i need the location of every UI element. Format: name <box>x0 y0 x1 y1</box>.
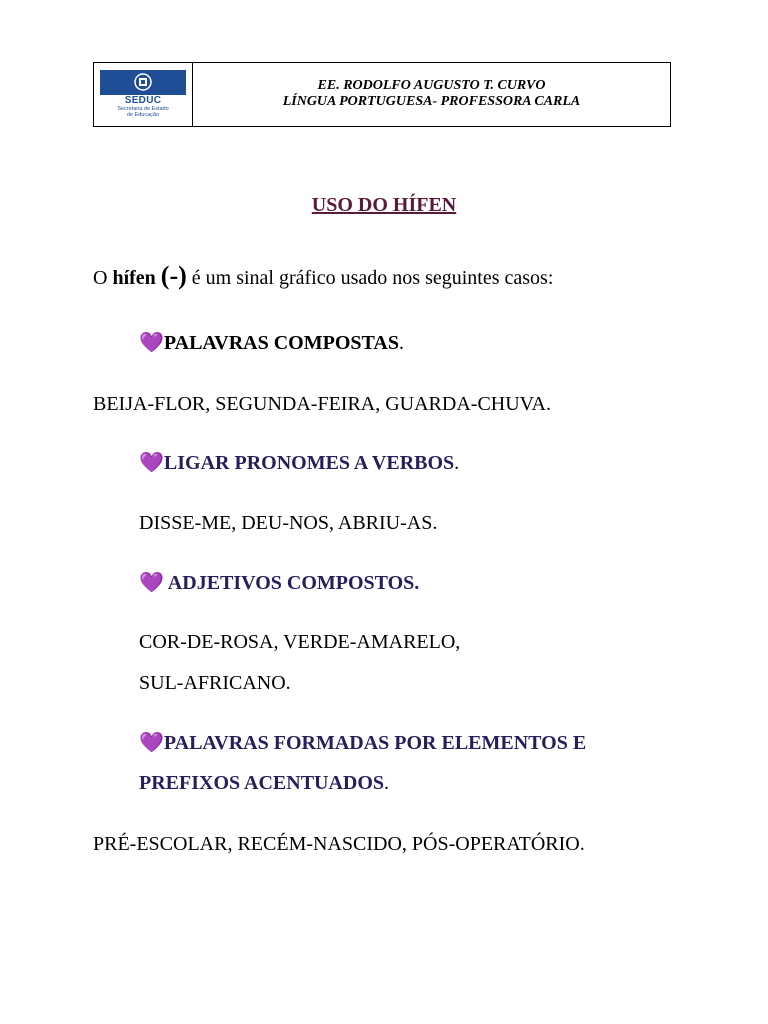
state-seal-icon <box>133 72 153 92</box>
intro-symbol: (-) <box>160 261 187 290</box>
section-heading-pronouns <box>139 451 459 475</box>
intro-suffix: é um sinal gráfico usado nos seguintes casos: <box>186 267 554 289</box>
heading-text-2: PREFIXOS ACENTUADOS <box>139 772 385 794</box>
example-line: DISSE-ME, DEU-NOS, ABRIU-AS. <box>139 512 438 534</box>
intro-paragraph <box>93 261 554 290</box>
logo-subtitle-2: de Educação <box>126 111 160 118</box>
logo-cell <box>94 63 193 126</box>
example-line: COR-DE-ROSA, VERDE-AMARELO, <box>139 631 461 653</box>
heading-period: . <box>398 332 404 354</box>
school-name: EE. RODOLFO AUGUSTO T. CURVO <box>317 77 546 93</box>
logo-brand: SEDUC <box>124 94 162 106</box>
heading-text: LIGAR PRONOMES A VERBOS <box>163 452 455 474</box>
seduc-logo <box>100 70 186 120</box>
heading-text: PALAVRAS FORMADAS POR ELEMENTOS E <box>163 732 587 754</box>
purple-heart-icon: 💜 <box>139 572 164 594</box>
section-heading-compound-words <box>139 331 404 355</box>
logo-subtitle-1: Secretaria de Estado <box>117 105 169 112</box>
header-text <box>193 63 670 126</box>
intro-prefix: O <box>93 267 113 289</box>
example-line: SUL-AFRICANO. <box>139 672 291 694</box>
purple-heart-icon: 💜 <box>139 452 164 474</box>
purple-heart-icon: 💜 <box>139 732 164 754</box>
heading-text: PALAVRAS COMPOSTAS <box>163 332 399 354</box>
subject-teacher: LÍNGUA PORTUGUESA- PROFESSORA CARLA <box>282 93 581 109</box>
example-line: BEIJA-FLOR, SEGUNDA-FEIRA, GUARDA-CHUVA. <box>93 393 551 415</box>
page-title: USO DO HÍFEN <box>311 194 457 216</box>
example-line: PRÉ-ESCOLAR, RECÉM-NASCIDO, PÓS-OPERATÓRIO. <box>93 833 585 855</box>
logo-band <box>100 70 186 95</box>
section-heading-compound-adjectives <box>139 571 419 595</box>
purple-heart-icon: 💜 <box>139 332 164 354</box>
intro-term: hífen <box>112 267 156 289</box>
heading-period: . <box>454 452 460 474</box>
section-heading-prefixes-cont <box>139 771 389 795</box>
heading-text: ADJETIVOS COMPOSTOS. <box>163 572 420 594</box>
header-box <box>93 62 671 127</box>
heading-period: . <box>384 772 390 794</box>
section-heading-prefixes <box>139 731 586 755</box>
